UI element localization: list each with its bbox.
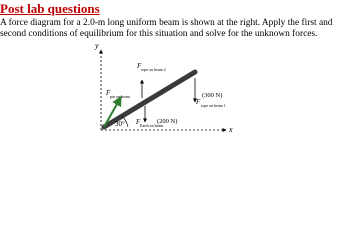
y-axis-label: y <box>95 41 99 50</box>
pin-force-label <box>105 89 131 99</box>
beam <box>104 72 195 127</box>
weight-force-subscript: Earth on beam <box>140 123 164 128</box>
rope1-force-magnitude: (300 N) <box>202 92 223 99</box>
weight-force-label <box>135 118 177 128</box>
x-axis-label: x <box>229 125 233 132</box>
rope2-force-symbol: F <box>137 62 142 70</box>
problem-statement: A force diagram for a 2.0-m long uniform beam is shown at the right. Apply the first and second conditions of equilibrium for this situation and solve for the unknown forces. <box>0 18 333 39</box>
rope2-force-subscript: rope on beam 2 <box>141 67 166 72</box>
pin-force-symbol: F <box>106 89 111 97</box>
rope2-force-label <box>136 62 166 72</box>
rope1-force-label <box>195 92 226 108</box>
pin-force-subscript: pin on beam <box>110 94 130 99</box>
weight-force-magnitude: (200 N) <box>157 118 178 125</box>
page-title: Post lab questions <box>0 1 100 16</box>
weight-force-symbol: F <box>136 118 141 126</box>
angle-label: 30° <box>115 120 125 128</box>
rope1-force-symbol: F <box>196 98 201 106</box>
rope1-force-subscript: rope on beam 1 <box>201 103 226 108</box>
